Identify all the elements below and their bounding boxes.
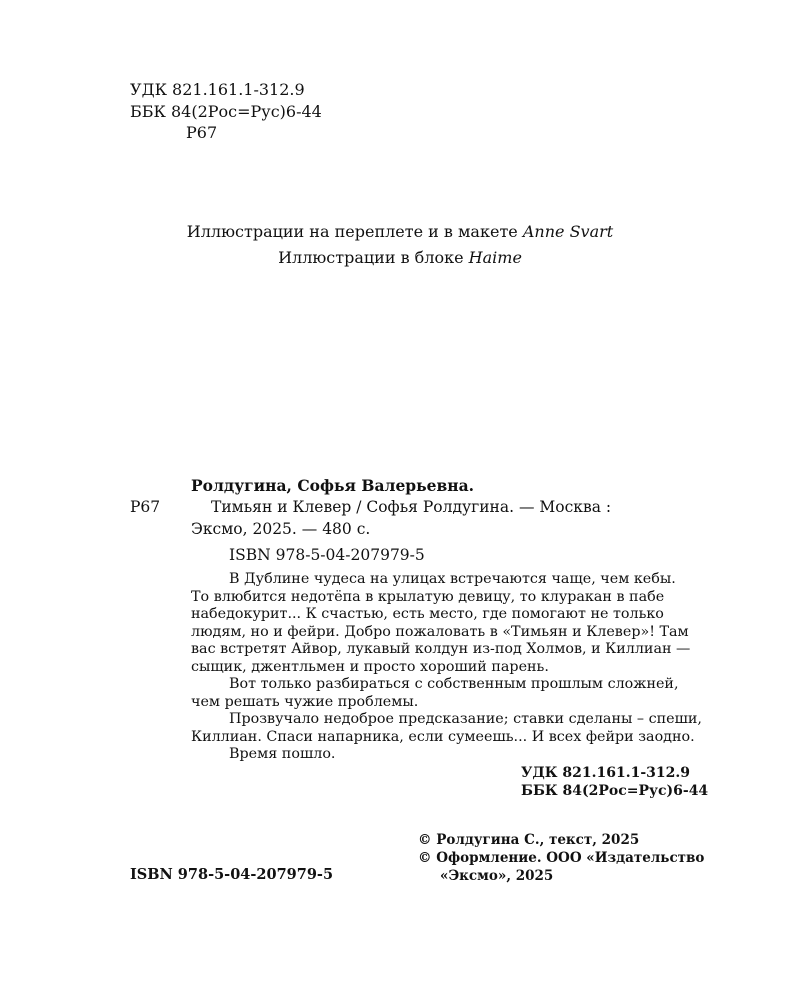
copyright-design-2: «Эксмо», 2025 bbox=[440, 868, 554, 884]
annotation-line: вас встретят Айвор, лукавый колдун из-под Холмов, и Киллиан — bbox=[191, 641, 691, 657]
annotation-line: Время пошло. bbox=[229, 746, 336, 762]
footer-isbn: ISBN 978-5-04-207979-5 bbox=[130, 866, 334, 883]
annotation-line: Прозвучало недоброе предсказание; ставки сделаны – спеши, bbox=[229, 711, 702, 727]
udk-code: УДК 821.161.1-312.9 bbox=[130, 80, 305, 99]
catalog-mark: Р67 bbox=[130, 498, 161, 516]
block-illustration-credit bbox=[0, 248, 800, 267]
block-artist: Haime bbox=[468, 248, 522, 267]
catalog-author: Ролдугина, Софья Валерьевна. bbox=[191, 476, 475, 495]
copyright-text: © Ролдугина С., текст, 2025 bbox=[418, 832, 640, 848]
cover-illustration-credit bbox=[0, 222, 800, 241]
author-mark: Р67 bbox=[186, 123, 218, 142]
bbk-code: ББК 84(2Рос=Рус)6-44 bbox=[130, 102, 322, 121]
annotation bbox=[191, 571, 731, 764]
annotation-line: Вот только разбираться с собственным прошлым сложней, bbox=[229, 676, 679, 692]
catalog-isbn: ISBN 978-5-04-207979-5 bbox=[229, 546, 425, 564]
bottom-bbk-code: ББК 84(2Рос=Рус)6-44 bbox=[521, 783, 709, 799]
cover-credit-label: Иллюстрации на переплете и в макете bbox=[186, 222, 523, 241]
block-credit-label: Иллюстрации в блоке bbox=[278, 248, 469, 267]
annotation-line: чем решать чужие проблемы. bbox=[191, 693, 419, 710]
annotation-line: В Дублине чудеса на улицах встречаются чаще, чем кебы. bbox=[229, 571, 676, 587]
catalog-title-line-1: Тимьян и Клевер / Софья Ролдугина. — Москва : bbox=[211, 498, 612, 516]
cover-artist: Anne Svart bbox=[522, 222, 614, 241]
catalog-title-line-2: Эксмо, 2025. — 480 с. bbox=[191, 520, 371, 538]
bottom-udk-code: УДК 821.161.1-312.9 bbox=[521, 765, 691, 781]
annotation-line: набедокурит... К счастью, есть место, где помогают не только bbox=[191, 606, 664, 622]
annotation-line: Киллиан. Спаси напарника, если сумеешь... И всех фейри заодно. bbox=[191, 728, 695, 745]
copyright-design-1: © Оформление. ООО «Издательство bbox=[418, 850, 705, 866]
annotation-line: людям, но и фейри. Добро пожаловать в «Тимьян и Клевер»! Там bbox=[191, 623, 689, 640]
annotation-line: То влюбится недотёпа в крылатую девицу, то клуракан в пабе bbox=[191, 588, 665, 605]
annotation-line: сыщик, джентльмен и просто хороший парень. bbox=[191, 658, 549, 675]
